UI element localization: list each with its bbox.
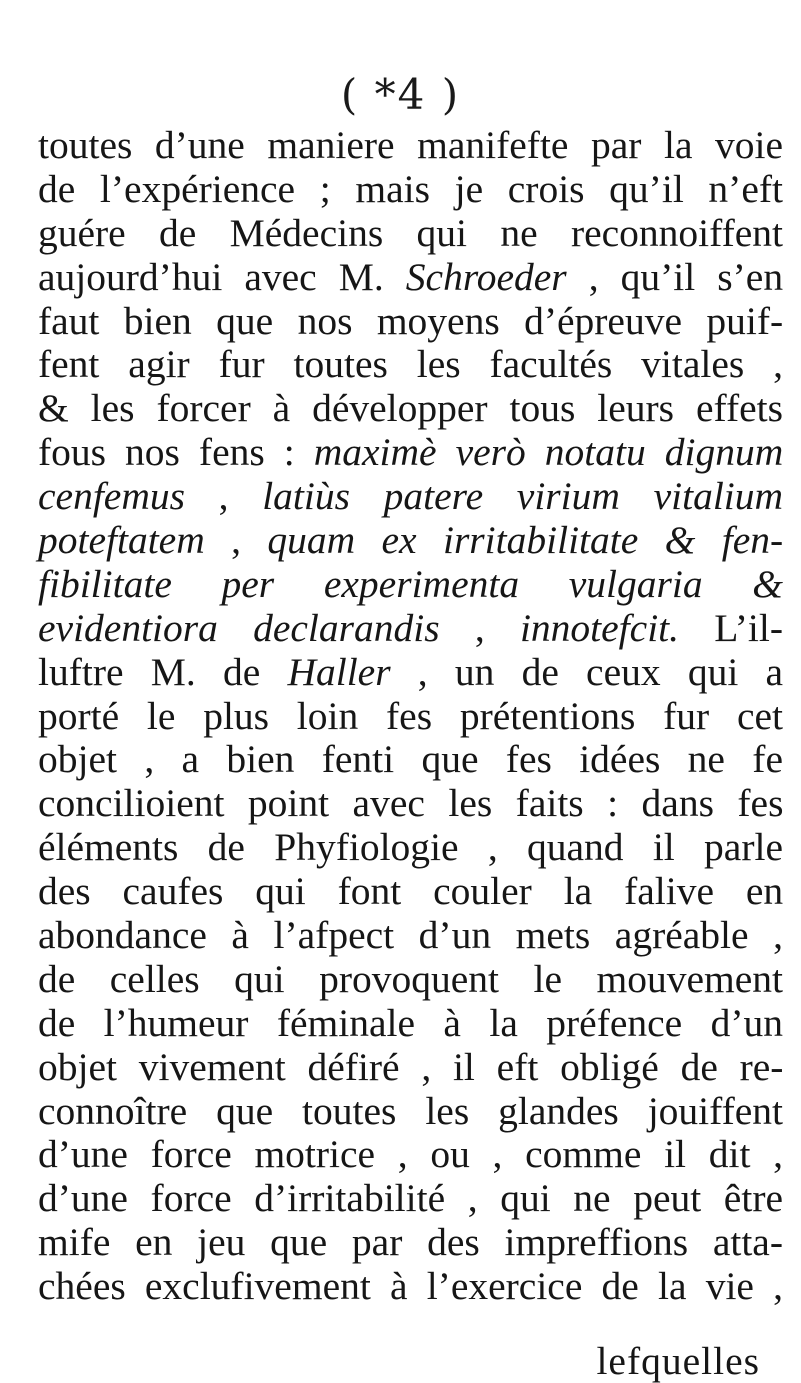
italic-text-segment: cenfemus [38,474,185,519]
italic-text-segment: fibilitate per experimenta vulgaria & [38,561,783,606]
text-segment: , [184,474,263,519]
text-line [38,1221,783,1265]
italic-text-segment: quam ex irritabilitate & fen- [267,518,784,563]
text-line [38,958,783,1002]
text-line [38,1090,783,1134]
text-line [38,651,783,695]
text-line [38,870,783,914]
text-segment: fent agir fur toutes les facultés vitales , [38,342,784,387]
text-line [38,563,783,607]
text-line [38,256,783,300]
text-segment: d’une force d’irritabilité , qui ne peut être [38,1176,783,1221]
italic-text-segment: poteftatem [38,518,205,563]
text-segment: L’il- [679,605,783,650]
text-segment: abondance à l’afpect d’un mets agréable , [38,913,783,958]
text-segment: , [204,518,268,563]
text-segment: objet vivement défiré , il eft obligé de re- [38,1044,784,1089]
text-segment: d’une force motrice , ou , comme il dit , [38,1132,783,1177]
text-segment: objet , a bien fenti que fes idées ne fe [38,737,783,782]
text-segment: , un de ceux qui a [390,649,784,694]
text-segment: toutes d’une maniere manifefte par la voie [38,123,784,167]
text-segment: luftre M. de [38,649,288,694]
italic-text-segment: innotefcit. [519,605,680,650]
text-line [38,300,783,344]
text-segment: aujourd’hui avec M. [38,254,406,299]
italic-text-segment: evidentiora declarandis [38,605,440,650]
text-line [38,695,783,739]
text-line [38,1002,783,1046]
text-segment: , qu’il s’en [566,254,784,299]
body-text [38,124,783,1309]
text-segment: de l’humeur féminale à la préfence d’un [38,1000,783,1045]
text-segment: de l’expérience ; mais je crois qu’il n’eft [38,166,783,211]
text-line [38,914,783,958]
italic-text-segment: maximè verò notatu dignum [313,430,784,475]
text-segment: mife en jeu que par des impreffions atta- [38,1220,783,1265]
text-segment: & les forcer à développer tous leurs effets [38,386,783,431]
text-segment: des caufes qui font couler la falive en [38,869,784,914]
text-segment: de celles qui provoquent le mouvement [38,956,783,1001]
text-segment: concilioient point avec les faits : dans fes [38,781,784,826]
text-line [38,1046,783,1090]
text-line [38,1177,783,1221]
text-segment: porté le plus loin fes prétentions fur cet [38,693,783,738]
text-line [38,387,783,431]
text-segment: guére de Médecins qui ne reconnoiffent [38,210,783,255]
text-line [38,1133,783,1177]
text-line [38,124,783,168]
text-line [38,1265,783,1309]
text-segment: éléments de Phyfiologie , quand il parle [38,825,783,870]
italic-text-segment: Haller [287,649,391,694]
italic-text-segment: latiùs patere virium vitalium [262,474,784,519]
italic-text-segment: Schroeder [405,254,567,299]
text-segment: connoître que toutes les glandes jouiffent [38,1088,783,1133]
text-line [38,431,783,475]
page-number-header: ( *4 ) [340,70,461,119]
catchword: lefquelles [596,1339,760,1383]
text-segment: , [439,605,520,650]
text-line [38,475,783,519]
text-line [38,519,783,563]
text-line [38,607,783,651]
text-line [38,738,783,782]
text-segment: faut bien que nos moyens d’épreuve puif- [38,298,784,343]
text-segment: chées exclufivement à l’exercice de la vie , [38,1264,783,1309]
text-line [38,826,783,870]
text-line [38,212,783,256]
text-line [38,168,783,212]
text-line [38,782,783,826]
text-segment: fous nos fens : [38,430,314,475]
text-line [38,343,783,387]
